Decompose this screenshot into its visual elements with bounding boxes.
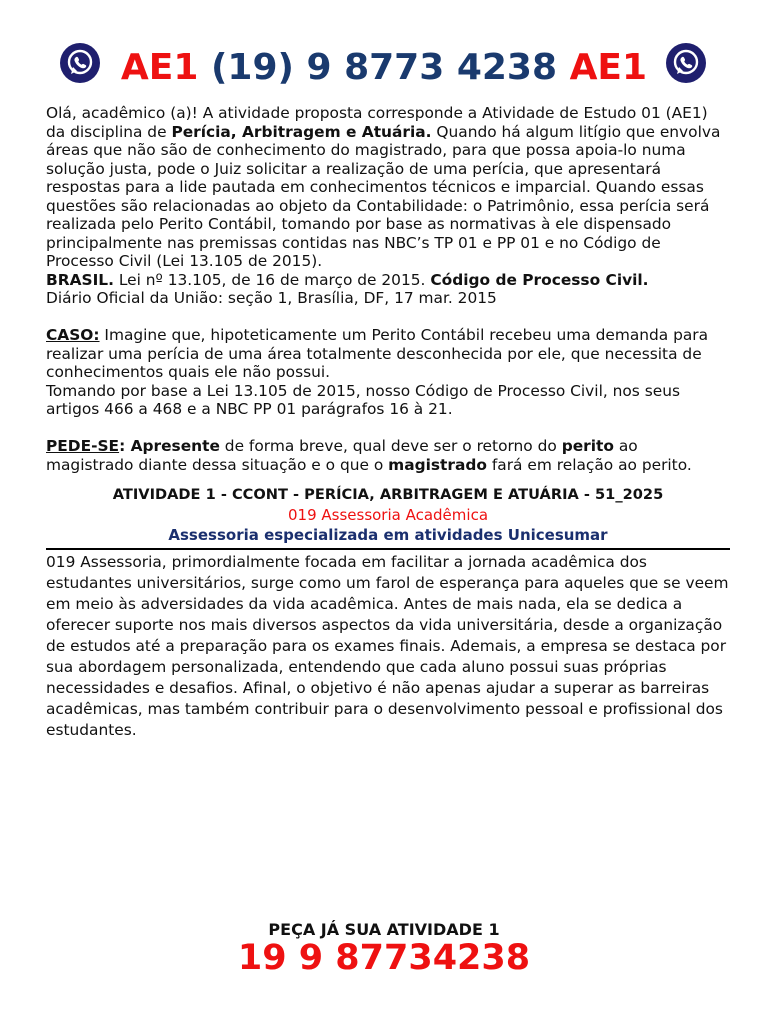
whatsapp-icon[interactable] [666,43,706,83]
reference-brasil: BRASIL. [46,270,114,289]
caso-paragraph-2: Tomando por base a Lei 13.105 de 2015, nosso Código de Processo Civil, nos seus artigos 466 a 468 e a NBC PP 01 parágrafos 16 à 21. [46,381,680,418]
ae1-right-label: AE1 [569,47,648,88]
activity-title: ATIVIDADE 1 - CCONT - PERÍCIA, ARBITRAGEM E ATUÁRIA - 51_2025 [112,486,664,503]
header [0,40,768,100]
discipline-name: Perícia, Arbitragem e Atuária. [171,122,432,141]
document-body [46,104,730,741]
header-phone[interactable]: (19) 9 8773 4238 [210,47,558,88]
footer-phone[interactable]: 19 9 87734238 [237,938,531,978]
reference-lei: Lei nº 13.105, de 16 de março de 2015. [113,270,431,289]
caso-label: CASO: [46,326,100,344]
apresente-text: Apresente [125,437,220,455]
assessoria-tagline: Assessoria especializada em atividades Unicesumar [168,526,608,544]
divider [46,548,730,550]
intro-paragraph [46,104,730,271]
reference-codigo: Código de Processo Civil. [430,270,649,289]
pede-se-paragraph: PEDE-SE: Apresente de forma breve, qual deve ser o retorno do perito ao magistrado diante dessa situação e o que o magistrado fará em relação ao perito. [46,437,692,474]
assessoria-name: 019 Assessoria Acadêmica [287,506,489,524]
header-phone-line [0,40,768,96]
whatsapp-icon[interactable] [60,43,100,83]
caso-paragraph [46,326,730,382]
cta-text: PEÇA JÁ SUA ATIVIDADE 1 [268,920,500,939]
caso-text: Imagine que, hipoteticamente um Perito Contábil recebeu uma demanda para realizar uma perícia de uma área totalmente desconhecida por ele, que necessita de conhecimentos quais ele não possui. [46,326,709,381]
perito-text: perito [561,437,614,455]
reference-diario: Diário Oficial da União: seção 1, Brasília, DF, 17 mar. 2015 [46,289,497,307]
ae1-left-label: AE1 [120,47,199,88]
intro-text-2: Quando há algum litígio que envolva áreas que não são de conhecimento do magistrado, para que possa apoia-lo numa solução justa, pode o Juiz solicitar a realização de uma perícia, que apresentará respostas para a lide pautada em conhecimentos técnicos e imparcial. Quando essas questões são relacionadas ao objeto da Contabilidade: o Patrimônio, essa perícia será realizada pelo Perito Contábil, tomando por base as normativas à ele dispensado principalmente nas premissas contidas nas NBC’s TP 01 e PP 01 e no Código de Processo Civil (Lei 13.105 de 2015). [46,122,721,270]
reference-line [46,271,730,290]
intro-text-1: Olá, acadêmico (a)! A atividade proposta corresponde a Atividade de Estudo 01 (AE1) da disciplina de [46,104,708,141]
about-paragraph: 019 Assessoria, primordialmente focada em facilitar a jornada acadêmica dos estudantes universitários, surge como um farol de esperança para aqueles que se veem em meio às adversidades da vida acadêmica. Antes de mais nada, ela se dedica a oferecer suporte nos mais diversos aspectos da vida universitária, desde a organização de estudos até a preparação para os exames finais. Ademais, a empresa se destaca por sua abordagem personalizada, entendendo que cada aluno possui suas próprias necessidades e desafios. Afinal, o objetivo é não apenas ajudar a superar as barreiras acadêmicas, mas também contribuir para o desenvolvimento pessoal e profissional dos estudantes. [46,553,729,739]
pede-se-label: PEDE-SE [46,437,120,455]
magistrado-text: magistrado [388,455,487,474]
